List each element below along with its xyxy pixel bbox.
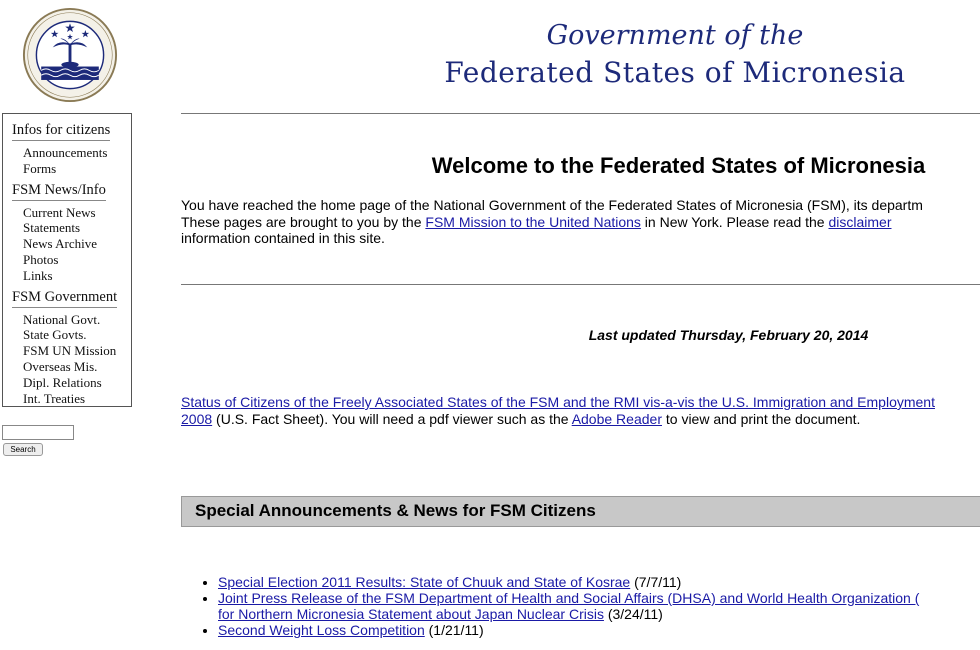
- intro-text: in New York. Please read the: [640, 213, 829, 230]
- list-item: [218, 574, 980, 590]
- sidebar-heading-citizens[interactable]: Infos for citizens: [12, 122, 110, 141]
- sidebar-item-announcements[interactable]: Announcements: [23, 145, 108, 160]
- intro-line3: information contained in this site.: [181, 230, 385, 246]
- sidebar-item-fsm-un-mission[interactable]: FSM UN Mission: [23, 343, 117, 359]
- sidebar-nav: [2, 113, 132, 407]
- sidebar-item-news-archive[interactable]: News Archive: [23, 236, 98, 252]
- news-link-weight-loss[interactable]: Second Weight Loss Competition: [218, 622, 425, 638]
- fsm-un-mission-link[interactable]: FSM Mission to the United Nations: [425, 213, 641, 230]
- news-link-press-release[interactable]: Joint Press Release of the FSM Department of Health and Social Affairs (DHSA) and World Health Organization (: [218, 590, 920, 606]
- site-title-line1: Government of the: [546, 20, 804, 51]
- sidebar-item-statements[interactable]: Statements: [23, 220, 81, 236]
- status-citizens-link-year[interactable]: 2008: [181, 410, 213, 427]
- page-title: Welcome to the Federated States of Micronesia: [431, 153, 926, 178]
- sidebar-item-state-govts[interactable]: State Govts.: [23, 327, 87, 343]
- seal-icon: [22, 7, 118, 103]
- disclaimer-link[interactable]: disclaimer: [828, 213, 892, 230]
- news-link-press-release-cont[interactable]: for Northern Micronesia Statement about Japan Nuclear Crisis: [218, 606, 604, 622]
- adobe-reader-link[interactable]: Adobe Reader: [571, 410, 662, 427]
- status-text: (U.S. Fact Sheet). You will need a pdf viewer such as the: [212, 410, 572, 427]
- list-item: [218, 622, 980, 638]
- site-title: [440, 18, 910, 92]
- sidebar-heading-news[interactable]: FSM News/Info: [12, 182, 106, 201]
- sidebar-section-news: [12, 182, 131, 284]
- intro-text: These pages are brought to you by the: [181, 213, 426, 230]
- sidebar-item-links[interactable]: Links: [23, 267, 53, 283]
- news-date: (7/7/11): [630, 574, 682, 590]
- status-text: to view and print the document.: [661, 410, 861, 427]
- search-button[interactable]: Search: [3, 443, 43, 456]
- site-title-line2: Federated States of Micronesia: [444, 56, 906, 89]
- divider-middle: [181, 284, 980, 285]
- news-link-election[interactable]: Special Election 2011 Results: State of Chuuk and State of Kosrae: [218, 574, 631, 590]
- sidebar-item-forms[interactable]: Forms: [23, 160, 57, 176]
- list-item: [218, 590, 980, 622]
- sidebar-item-dipl-relations[interactable]: Dipl. Relations: [23, 374, 102, 390]
- sidebar-item-national-govt[interactable]: National Govt.: [23, 311, 101, 327]
- sidebar-heading-government[interactable]: FSM Government: [12, 289, 117, 308]
- news-date: (3/24/11): [603, 606, 663, 622]
- divider-top: [181, 113, 980, 114]
- sidebar-item-photos[interactable]: Photos: [23, 251, 59, 267]
- sidebar-item-int-treaties[interactable]: Int. Treaties: [23, 390, 86, 406]
- intro-paragraph: [181, 197, 980, 247]
- sidebar-section-citizens: [12, 122, 131, 177]
- sidebar-item-overseas-mis[interactable]: Overseas Mis.: [23, 358, 98, 374]
- sidebar-section-government: [12, 289, 131, 407]
- news-section-heading: Special Announcements & News for FSM Citizens: [181, 496, 980, 527]
- sidebar-item-current-news[interactable]: Current News: [23, 204, 96, 220]
- news-list: [200, 574, 980, 638]
- intro-line1: You have reached the home page of the National Government of the Federated States of Micronesia (FSM), its departm: [181, 197, 923, 213]
- status-paragraph: [181, 394, 980, 427]
- news-date: (1/21/11): [424, 622, 484, 638]
- last-updated: Last updated Thursday, February 20, 2014: [588, 327, 869, 343]
- search-input[interactable]: [2, 425, 74, 440]
- status-citizens-link[interactable]: Status of Citizens of the Freely Associated States of the FSM and the RMI vis-a-vis the U.S. Immigration and Employment: [181, 394, 935, 410]
